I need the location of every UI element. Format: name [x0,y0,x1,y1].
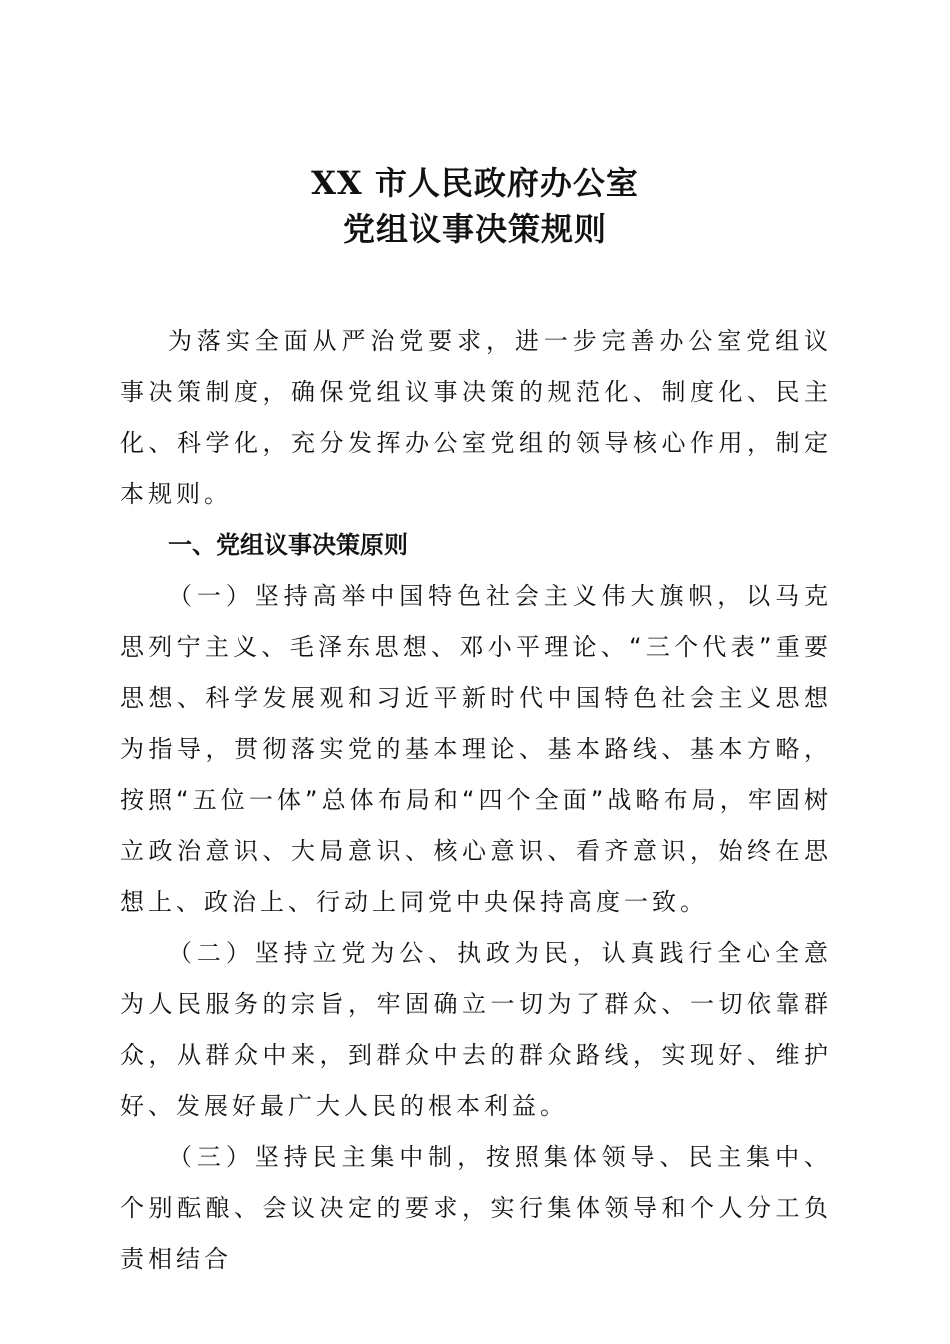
title-line-2: 党组议事决策规则 [342,210,607,248]
document-title [0,160,950,252]
principle-item-3: （三）坚持民主集中制，按照集体领导、民主集中、个别酝酿、会议决定的要求，实行集体领导和个人分工负责相结合 [120,1143,832,1273]
intro-paragraph: 为落实全面从严治党要求，进一步完善办公室党组议事决策制度，确保党组议事决策的规范化、制度化、民主化、科学化，充分发挥办公室党组的领导核心作用，制定本规则。 [120,327,832,508]
principle-item-2: （二）坚持立党为公、执政为民，认真践行全心全意为人民服务的宗旨，牢固确立一切为了群众、一切依靠群众，从群众中来，到群众中去的群众路线，实现好、维护好、发展好最广大人民的根本利益。 [120,939,832,1120]
title-line-1: XX 市人民政府办公室 [311,164,639,202]
section-heading-1: 一、党组议事决策原则 [168,531,408,559]
principle-item-1: （一）坚持高举中国特色社会主义伟大旗帜，以马克思列宁主义、毛泽东思想、邓小平理论、“三个代表”重要思想、科学发展观和习近平新时代中国特色社会主义思想为指导，贯彻落实党的基本理论、基本路线、基本方略，按照“五位一体”总体布局和“四个全面”战略布局，牢固树立政治意识、大局意识、核心意识、看齐意识，始终在思想上、政治上、行动上同党中央保持高度一致。 [120,582,832,916]
document-body [120,316,832,1285]
